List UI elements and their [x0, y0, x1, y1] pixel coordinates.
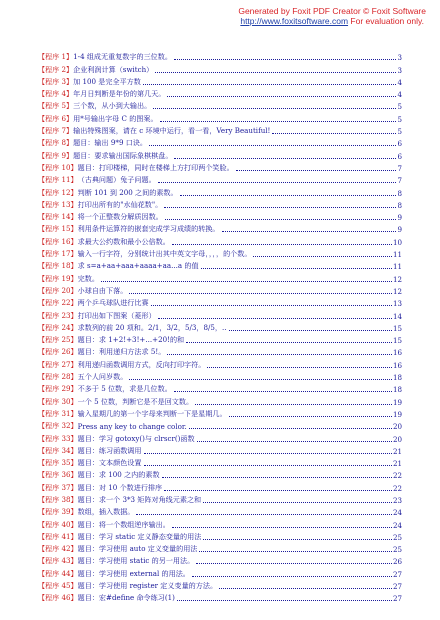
- toc-entry[interactable]: [38, 185, 402, 197]
- toc-leader-dots: [199, 551, 392, 552]
- toc-entry-page-number: 12: [392, 274, 402, 284]
- toc-entry[interactable]: [38, 493, 402, 505]
- toc-leader-dots: [192, 576, 392, 577]
- toc-entry-title: 求 s=a+aa+aaa+aaaa+aa...a 的值: [77, 261, 199, 271]
- toc-entry-page-number: 5: [397, 102, 402, 112]
- toc-entry-page-number: 4: [397, 77, 402, 87]
- toc-entry[interactable]: [38, 173, 402, 185]
- toc-entry-page-number: 22: [392, 483, 402, 493]
- toc-entry-title: 企业利润计算（switch）: [73, 64, 154, 74]
- toc-leader-dots: [164, 207, 396, 208]
- toc-entry-label: 【程序 42】: [38, 544, 78, 554]
- toc-entry-title: 题目：输出 9*9 口诀。: [73, 138, 147, 148]
- toc-entry-label: 【程序 6】: [38, 113, 74, 123]
- foxit-banner-line1: Generated by Foxit PDF Creator © Foxit Software: [238, 6, 426, 16]
- toc-entry-label: 【程序 22】: [38, 298, 78, 308]
- toc-entry-title: 题目：学习使用 auto 定义变量的用法: [77, 544, 198, 554]
- toc-entry-title: 题目：求 1+2!+3!+...+20!的和: [77, 335, 185, 345]
- toc-leader-dots: [158, 182, 397, 183]
- toc-leader-dots: [201, 268, 392, 269]
- toc-entry-title: 题目：对 10 个数进行排序: [77, 482, 163, 492]
- toc-entry-page-number: 20: [392, 434, 402, 444]
- toc-entry-title: 题目：宏#define 命令练习(1): [77, 593, 175, 603]
- toc-leader-dots: [101, 281, 392, 282]
- toc-entry-label: 【程序 25】: [38, 335, 78, 345]
- toc-leader-dots: [219, 588, 392, 589]
- toc-leader-dots: [186, 342, 392, 343]
- toc-leader-dots: [180, 195, 397, 196]
- toc-leader-dots: [143, 84, 397, 85]
- toc-entry-page-number: 7: [397, 163, 402, 173]
- toc-leader-dots: [144, 453, 392, 454]
- toc-entry[interactable]: [38, 468, 402, 480]
- toc-entry-label: 【程序 14】: [38, 212, 78, 222]
- toc-entry[interactable]: [38, 505, 402, 517]
- toc-entry-page-number: 27: [392, 569, 402, 579]
- toc-entry-page-number: 18: [392, 373, 402, 383]
- toc-entry[interactable]: [38, 296, 402, 308]
- toc-leader-dots: [236, 170, 397, 171]
- toc-entry-label: 【程序 34】: [38, 445, 78, 455]
- toc-leader-dots: [167, 354, 392, 355]
- toc-leader-dots: [158, 318, 392, 319]
- toc-entry-label: 【程序 38】: [38, 494, 78, 504]
- toc-leader-dots: [155, 72, 396, 73]
- toc-entry-label: 【程序 7】: [38, 126, 74, 136]
- toc-entry-label: 【程序 23】: [38, 310, 78, 320]
- toc-entry[interactable]: [38, 321, 402, 333]
- toc-entry-page-number: 14: [392, 311, 402, 321]
- toc-leader-dots: [160, 121, 397, 122]
- toc-leader-dots: [136, 514, 392, 515]
- toc-entry-title: 判断 101 到 200 之间的素数。: [77, 187, 178, 197]
- toc-entry[interactable]: [38, 333, 402, 345]
- toc-entry-page-number: 8: [397, 188, 402, 198]
- toc-entry[interactable]: [38, 198, 402, 210]
- toc-entry[interactable]: [38, 75, 402, 87]
- toc-entry-page-number: 27: [392, 582, 402, 592]
- toc-leader-dots: [153, 108, 396, 109]
- toc-entry-title: 利用条件运算符的嵌套完成学习成绩的转换。: [77, 224, 220, 234]
- toc-entry-label: 【程序 39】: [38, 507, 78, 517]
- toc-entry-title: Press any key to change color.: [77, 422, 187, 432]
- toc-entry[interactable]: [38, 259, 402, 271]
- toc-entry-label: 【程序 46】: [38, 593, 78, 603]
- toc-entry-page-number: 18: [392, 385, 402, 395]
- toc-entry-label: 【程序 41】: [38, 531, 78, 541]
- toc-entry[interactable]: [38, 542, 402, 554]
- table-of-contents: [38, 50, 402, 603]
- toc-entry[interactable]: [38, 394, 402, 406]
- toc-leader-dots: [174, 158, 396, 159]
- toc-entry-label: 【程序 45】: [38, 581, 78, 591]
- toc-entry-page-number: 7: [397, 176, 402, 186]
- toc-entry-title: 题目：打印楼梯，同时在楼梯上方打印两个笑脸。: [77, 162, 234, 172]
- toc-entry-label: 【程序 2】: [38, 64, 74, 74]
- toc-entry-page-number: 4: [397, 90, 402, 100]
- toc-entry-label: 【程序 3】: [38, 76, 74, 86]
- foxit-banner-line2: [238, 16, 426, 26]
- toc-entry-title: 打印出所有的"水仙花数"。: [77, 199, 163, 209]
- toc-entry-title: 输出特殊图案，请在 c 环境中运行，看一看，Very Beautiful!: [73, 126, 271, 136]
- toc-entry-title: 求数列的前 20 项和。2/1，3/2，5/3，8/5，..: [77, 322, 227, 332]
- toc-entry-label: 【程序 44】: [38, 568, 78, 578]
- toc-entry-title: 题目：求 100 之内的素数: [77, 470, 160, 480]
- toc-entry-label: 【程序 40】: [38, 519, 78, 529]
- toc-entry-title: 输入星期几的第一个字母来判断一下是星期几。: [77, 408, 227, 418]
- toc-entry-page-number: 21: [392, 446, 402, 456]
- toc-leader-dots: [167, 96, 396, 97]
- toc-entry-label: 【程序 35】: [38, 458, 78, 468]
- toc-entry-label: 【程序 20】: [38, 285, 78, 295]
- toc-entry-label: 【程序 30】: [38, 396, 78, 406]
- toc-entry[interactable]: [38, 530, 402, 542]
- toc-leader-dots: [203, 539, 392, 540]
- toc-entry-label: 【程序 19】: [38, 273, 78, 283]
- toc-entry-title: 题目：利用递归方法求 5!。: [77, 347, 166, 357]
- toc-leader-dots: [174, 391, 392, 392]
- toc-entry[interactable]: [38, 444, 402, 456]
- toc-entry[interactable]: [38, 210, 402, 222]
- toc-entry[interactable]: [38, 370, 402, 382]
- toc-entry-page-number: 16: [392, 348, 402, 358]
- toc-leader-dots: [177, 600, 392, 601]
- toc-leader-dots: [195, 404, 392, 405]
- toc-entry-page-number: 5: [397, 114, 402, 124]
- toc-leader-dots: [253, 256, 392, 257]
- toc-entry-title: 题目：学习使用 external 的用法。: [77, 568, 190, 578]
- toc-entry-title: 打印出如下图案（菱形）: [77, 310, 156, 320]
- toc-entry[interactable]: [38, 345, 402, 357]
- toc-entry-page-number: 24: [392, 508, 402, 518]
- toc-entry-title: 数组，插入数据。: [77, 507, 135, 517]
- toc-entry[interactable]: [38, 247, 402, 259]
- toc-entry-page-number: 9: [397, 225, 402, 235]
- toc-entry-label: 【程序 24】: [38, 322, 78, 332]
- toc-entry-label: 【程序 33】: [38, 433, 78, 443]
- toc-entry-label: 【程序 15】: [38, 224, 78, 234]
- toc-entry[interactable]: [38, 99, 402, 111]
- toc-entry-page-number: 9: [397, 213, 402, 223]
- toc-entry-page-number: 27: [392, 594, 402, 604]
- toc-leader-dots: [229, 416, 392, 417]
- toc-entry-page-number: 21: [392, 459, 402, 469]
- toc-entry[interactable]: [38, 591, 402, 603]
- toc-entry-page-number: 11: [392, 262, 402, 272]
- toc-entry[interactable]: [38, 308, 402, 320]
- toc-leader-dots: [197, 441, 392, 442]
- toc-entry-page-number: 6: [397, 139, 402, 149]
- toc-entry-label: 【程序 43】: [38, 556, 78, 566]
- toc-entry-label: 【程序 13】: [38, 199, 78, 209]
- toc-entry-page-number: 8: [397, 200, 402, 210]
- toc-leader-dots: [149, 145, 396, 146]
- toc-entry[interactable]: [38, 284, 402, 296]
- toc-entry[interactable]: [38, 161, 402, 173]
- toc-entry[interactable]: [38, 357, 402, 369]
- toc-entry-title: 题目：学习使用 register 定义变量的方法。: [77, 581, 218, 591]
- toc-entry[interactable]: [38, 234, 402, 246]
- toc-entry-title: 用*号输出字母 C 的图案。: [73, 113, 158, 123]
- toc-leader-dots: [164, 490, 392, 491]
- toc-entry-page-number: 19: [392, 397, 402, 407]
- toc-leader-dots: [172, 527, 392, 528]
- toc-entry-label: 【程序 29】: [38, 384, 78, 394]
- toc-entry-title: 题目：求一个 3*3 矩阵对角线元素之和: [77, 494, 202, 504]
- toc-leader-dots: [151, 305, 392, 306]
- toc-entry[interactable]: [38, 566, 402, 578]
- toc-entry-title: 输入一行字符，分别统计出其中英文字母，，，，的个数。: [77, 249, 252, 259]
- toc-entry-label: 【程序 12】: [38, 187, 78, 197]
- toc-entry-page-number: 10: [392, 237, 402, 247]
- toc-entry[interactable]: [38, 419, 402, 431]
- toc-entry-title: 题目：学习 static 定义静态变量的用法: [77, 531, 202, 541]
- toc-entry-label: 【程序 5】: [38, 101, 74, 111]
- toc-entry-label: 【程序 11】: [38, 175, 78, 185]
- toc-leader-dots: [203, 502, 392, 503]
- toc-entry-label: 【程序 26】: [38, 347, 78, 357]
- toc-leader-dots: [129, 379, 392, 380]
- toc-entry-label: 【程序 37】: [38, 482, 78, 492]
- toc-leader-dots: [165, 219, 397, 220]
- toc-entry-title: 两个乒乓球队进行比赛: [77, 298, 149, 308]
- toc-entry[interactable]: [38, 517, 402, 529]
- toc-entry-page-number: 25: [392, 545, 402, 555]
- toc-entry-page-number: 24: [392, 520, 402, 530]
- toc-entry-title: 1-4 组成无重复数字的三位数。: [73, 52, 172, 62]
- toc-entry-page-number: 5: [397, 127, 402, 137]
- toc-leader-dots: [229, 330, 392, 331]
- toc-leader-dots: [189, 428, 392, 429]
- toc-entry-title: 不多于 5 位数，求是几位数。: [77, 384, 172, 394]
- toc-entry-label: 【程序 27】: [38, 359, 78, 369]
- toc-entry[interactable]: [38, 62, 402, 74]
- toc-entry-page-number: 16: [392, 360, 402, 370]
- toc-entry-page-number: 15: [392, 336, 402, 346]
- toc-entry-title: 题目：文本颜色设置: [77, 458, 142, 468]
- toc-leader-dots: [172, 244, 392, 245]
- toc-entry-title: 利用递归函数调用方式，反向打印字符。: [77, 359, 206, 369]
- toc-entry-title: 一个 5 位数，判断它是不是回文数。: [77, 396, 194, 406]
- toc-leader-dots: [144, 465, 392, 466]
- toc-leader-dots: [174, 59, 397, 60]
- toc-entry-label: 【程序 16】: [38, 236, 78, 246]
- toc-entry[interactable]: [38, 480, 402, 492]
- toc-entry-label: 【程序 17】: [38, 249, 78, 259]
- toc-entry-title: 加 100 是完全平方数: [73, 76, 141, 86]
- toc-entry-label: 【程序 32】: [38, 421, 78, 431]
- toc-entry-label: 【程序 9】: [38, 150, 74, 160]
- toc-entry-label: 【程序 36】: [38, 470, 78, 480]
- toc-entry[interactable]: [38, 136, 402, 148]
- toc-entry-page-number: 3: [397, 53, 402, 63]
- toc-leader-dots: [129, 293, 392, 294]
- toc-entry-label: 【程序 18】: [38, 261, 78, 271]
- toc-entry-page-number: 13: [392, 299, 402, 309]
- toc-entry-label: 【程序 1】: [38, 52, 74, 62]
- toc-entry-title: 题目：学习 gotoxy()与 clrscr()函数: [77, 433, 195, 443]
- toc-entry-page-number: 25: [392, 532, 402, 542]
- toc-entry-title: 三个数，从小到大输出。: [73, 101, 152, 111]
- toc-entry[interactable]: [38, 87, 402, 99]
- foxit-website-link[interactable]: http://www.foxitsoftware.com: [240, 16, 349, 26]
- toc-entry-title: 年月日判断是年份的第几天。: [73, 89, 166, 99]
- foxit-banner: [238, 6, 426, 26]
- toc-entry-page-number: 3: [397, 65, 402, 75]
- toc-entry[interactable]: [38, 407, 402, 419]
- toc-entry-title: 求最大公约数和最小公倍数。: [77, 236, 170, 246]
- toc-entry-title: 题目：学习使用 static 的另一用法。: [77, 556, 195, 566]
- toc-entry[interactable]: [38, 554, 402, 566]
- toc-entry-page-number: 11: [392, 250, 402, 260]
- toc-entry-title: 将一个正整数分解质因数。: [77, 212, 163, 222]
- toc-leader-dots: [196, 563, 392, 564]
- toc-entry-page-number: 22: [392, 471, 402, 481]
- foxit-banner-suffix: For evaluation only.: [348, 16, 424, 26]
- toc-entry-page-number: 6: [397, 151, 402, 161]
- toc-entry-label: 【程序 4】: [38, 89, 74, 99]
- toc-entry-page-number: 19: [392, 409, 402, 419]
- toc-entry-page-number: 15: [392, 323, 402, 333]
- toc-entry[interactable]: [38, 271, 402, 283]
- toc-entry-page-number: 23: [392, 495, 402, 505]
- toc-entry-page-number: 12: [392, 286, 402, 296]
- toc-entry-label: 【程序 28】: [38, 372, 78, 382]
- toc-entry-label: 【程序 10】: [38, 162, 78, 172]
- toc-entry-page-number: 26: [392, 557, 402, 567]
- toc-entry[interactable]: [38, 431, 402, 443]
- toc-entry[interactable]: [38, 456, 402, 468]
- toc-entry[interactable]: [38, 50, 402, 62]
- toc-entry-label: 【程序 31】: [38, 408, 78, 418]
- toc-entry-label: 【程序 8】: [38, 138, 74, 148]
- toc-entry[interactable]: [38, 579, 402, 591]
- toc-entry-title: 题目：练习函数调用: [77, 445, 142, 455]
- toc-entry-title: （古典问题）兔子问题。: [77, 175, 156, 185]
- toc-leader-dots: [207, 367, 392, 368]
- toc-leader-dots: [222, 231, 397, 232]
- toc-entry-title: 题目：将一个数组逆序输出。: [77, 519, 170, 529]
- toc-leader-dots: [272, 133, 396, 134]
- toc-entry-title: 题目：要求输出国际象棋棋盘。: [73, 150, 173, 160]
- toc-entry-title: 小球自由下落。: [77, 285, 128, 295]
- toc-entry-page-number: 20: [392, 422, 402, 432]
- toc-entry-title: 五个人问岁数。: [77, 372, 128, 382]
- toc-entry[interactable]: [38, 111, 402, 123]
- toc-entry[interactable]: [38, 148, 402, 160]
- toc-leader-dots: [162, 477, 392, 478]
- toc-entry[interactable]: [38, 382, 402, 394]
- toc-entry-title: 完数。: [77, 273, 99, 283]
- toc-entry[interactable]: [38, 124, 402, 136]
- toc-entry[interactable]: [38, 222, 402, 234]
